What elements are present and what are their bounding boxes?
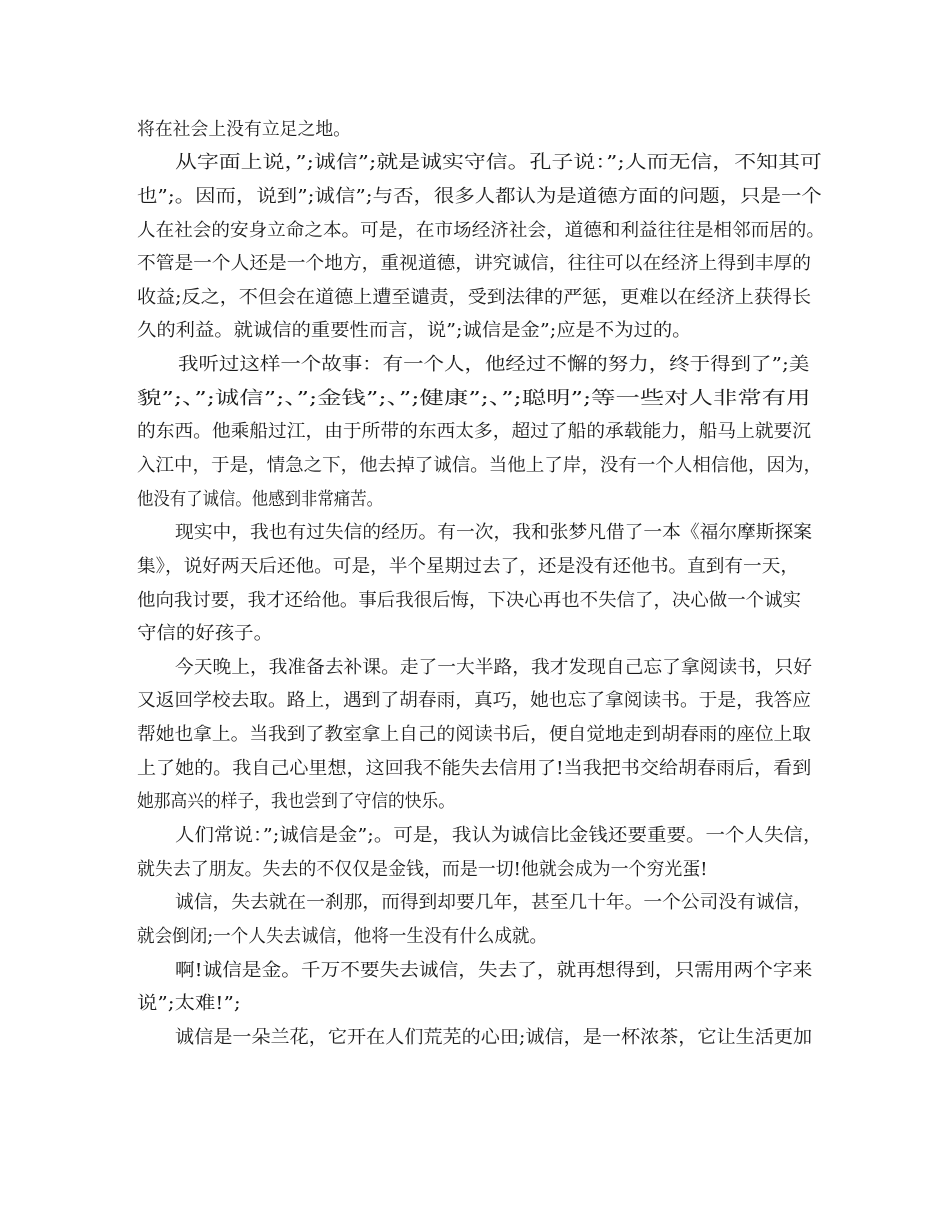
paragraph-first-line: 啊!诚信是金。千万不要失去诚信，失去了，就再想得到，只需用两个字来: [175, 960, 813, 981]
paragraph-first-line: 现实中，我也有过失信的经历。有一次，我和张梦凡借了一本《福尔摩斯探案: [175, 522, 812, 543]
text-line: 就会倒闭;一个人失去诚信，他将一生没有什么成就。: [137, 926, 548, 947]
paragraph-first-line: 我听过这样一个故事：有一个人，他经过不懈的努力，终于得到了”;美: [178, 354, 810, 375]
text-line: 上了她的。我自己心里想，这回我不能失去信用了!当我把书交给胡春雨后，看到: [137, 758, 812, 779]
text-line: 将在社会上没有立足之地。: [137, 119, 351, 140]
text-line: 久的利益。就诚信的重要性而言，说”;诚信是金”;应是不为过的。: [137, 320, 692, 341]
paragraph-first-line: 诚信，失去就在一刹那，而得到却要几年，甚至几十年。一个公司没有诚信，: [175, 892, 812, 913]
text-line: 貌”;、”;诚信”;、”;金钱”;、”;健康”;、”;聪明”;等一些对人非常有用: [137, 388, 811, 409]
text-line: 的东西。他乘船过江，由于所带的东西太多，超过了船的承载能力，船马上就要沉: [137, 421, 811, 442]
text-line: 帮她也拿上。当我到了教室拿上自己的阅读书后，便自觉地走到胡春雨的座位上取: [137, 724, 811, 745]
text-line: 她那高兴的样子，我也尝到了守信的快乐。: [137, 791, 455, 812]
text-line: 人在社会的安身立命之本。可是，在市场经济社会，道德和利益往往是相邻而居的。: [137, 220, 825, 241]
text-line: 集》，说好两天后还他。可是，半个星期过去了，还是没有还他书。直到有一天，: [137, 556, 799, 577]
text-line: 收益;反之，不但会在道德上遭至谴责，受到法律的严惩，更难以在经济上获得长: [137, 287, 812, 308]
text-line: 入江中，于是，情急之下，他去掉了诚信。当他上了岸，没有一个人相信他，因为，: [137, 455, 822, 476]
paragraph-first-line: 今天晚上，我准备去补课。走了一大半路，我才发现自己忘了拿阅读书，只好: [175, 657, 812, 678]
text-line: 他没有了诚信。他感到非常痛苦。: [137, 489, 383, 510]
text-line: 就失去了朋友。失去的不仅仅是金钱，而是一切!他就会成为一个穷光蛋!: [137, 859, 708, 880]
text-line: 又返回学校去取。路上，遇到了胡春雨，真巧，她也忘了拿阅读书。于是，我答应: [137, 690, 811, 711]
paragraph-first-line: 从字面上说，”;诚信”;就是诚实守信。孔子说：”;人而无信，不知其可: [175, 152, 822, 173]
paragraph-first-line: 人们常说：”;诚信是金”;。可是，我认为诚信比金钱还要重要。一个人失信，: [175, 825, 823, 846]
text-line: 守信的好孩子。: [137, 623, 273, 644]
text-line: 也”;。因而，说到”;诚信”;与否，很多人都认为是道德方面的问题，只是一个: [137, 186, 822, 207]
text-line: 说”;太难!”;: [137, 993, 241, 1014]
text-line: 不管是一个人还是一个地方，重视道德，讲究诚信，往往可以在经济上得到丰厚的: [137, 253, 811, 274]
text-line: 他向我讨要，我才还给他。事后我很后悔，下决心再也不失信了，决心做一个诚实: [137, 590, 801, 611]
paragraph-first-line: 诚信是一朵兰花，它开在人们荒芜的心田;诚信，是一杯浓茶，它让生活更加: [175, 1027, 813, 1048]
